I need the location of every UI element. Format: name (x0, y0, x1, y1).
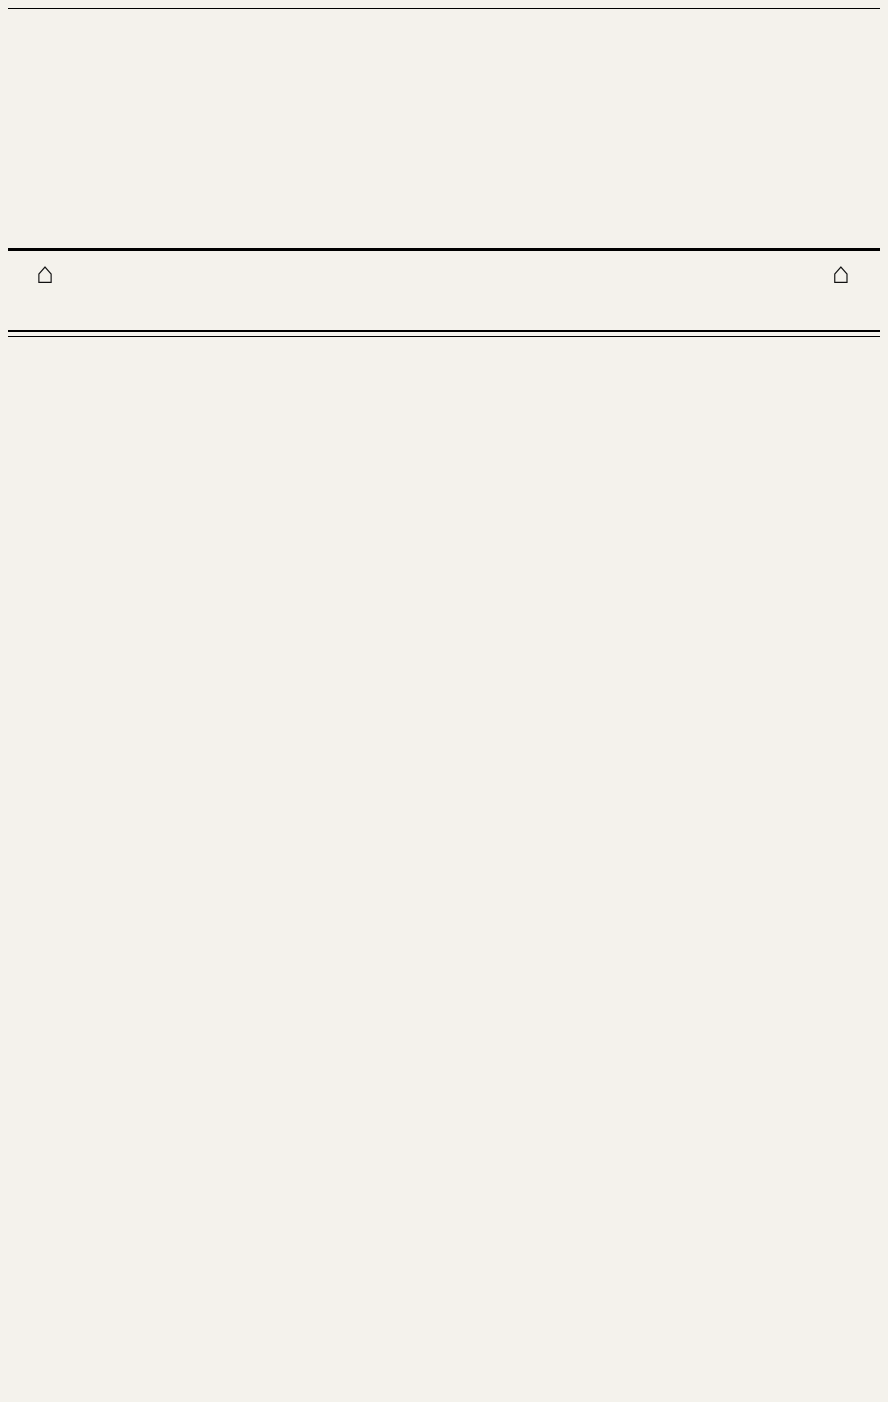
home-service-guide-banner (8, 248, 880, 332)
house-icon: ⌂ (831, 257, 850, 290)
service-guide-section (8, 340, 880, 1380)
deadlines-notice (8, 332, 880, 337)
help-wanted-section (8, 12, 880, 244)
masthead (8, 6, 880, 9)
house-icon: ⌂ (36, 257, 55, 290)
